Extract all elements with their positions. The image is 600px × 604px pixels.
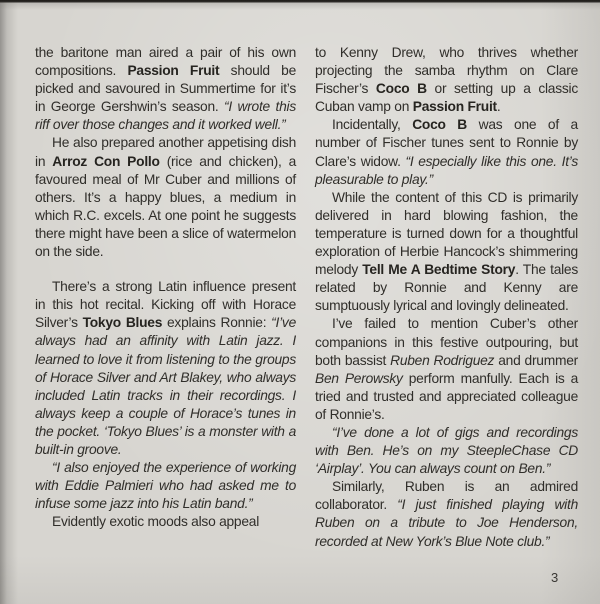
paragraph xyxy=(35,278,296,459)
text-segment-normal: or setting up a classic Cuban vamp on xyxy=(315,81,578,115)
text-segment-bold: Coco B xyxy=(375,81,427,97)
text-segment-normal: and drummer xyxy=(494,352,578,368)
text-segment-italic: “I wrote this riff over those changes and it worked well.” xyxy=(35,99,296,133)
text-segment-normal: I’ve failed to mention Cuber’s other companions in this festive outpouring, but both bassist xyxy=(315,316,578,368)
text-segment-bold: Passion Fruit xyxy=(127,63,220,79)
text-segment-normal: to Kenny Drew, who thrives whether projecting the samba rhythm on Clare Fischer’s xyxy=(315,45,578,97)
text-segment-normal: . xyxy=(496,99,501,115)
text-segment-italic: “I also enjoyed the experience of working with Eddie Palmieri who had asked me to infuse some jazz into his Latin band.” xyxy=(35,460,296,512)
paragraph xyxy=(35,513,296,531)
text-segment-bold: Arroz Con Pollo xyxy=(52,153,160,169)
text-segment-normal: perform manfully. Each is a tried and trusted and appreciated colleague of Ronnie’s. xyxy=(315,370,579,422)
text-segment-normal: was one of a number of Fischer tunes sent to Ronnie by Clare’s widow. xyxy=(315,117,578,169)
left-text-column xyxy=(35,44,296,531)
text-segment-normal: Similarly, Ruben is an admired collaborator. xyxy=(315,479,578,513)
right-text-column xyxy=(315,44,578,551)
text-segment-normal: Evidently exotic moods also appeal xyxy=(52,514,260,530)
paragraph xyxy=(315,478,578,550)
text-segment-italic: “I especially like this one. It’s pleasurable to play.” xyxy=(315,153,578,187)
paragraph xyxy=(315,424,578,478)
paragraph xyxy=(35,44,296,134)
text-segment-italic: “I just finished playing with Ruben on a tribute to Joe Henderson, recorded at New York’s Blue Note club.” xyxy=(315,497,579,549)
text-segment-normal: the baritone man aired a pair of his own compositions. xyxy=(35,45,296,79)
text-segment-bold: Tell Me A Bedtime Story xyxy=(362,262,516,278)
text-segment-bold: Passion Fruit xyxy=(412,99,497,115)
paragraph xyxy=(35,459,296,513)
text-segment-normal: While the content of this CD is primarily delivered in hard blowing fashion, the temperature is turned down for a thoughtful exploration of Herbie Hancock’s shimmering melody xyxy=(315,189,578,278)
text-segment-normal: explains Ronnie: xyxy=(162,315,272,331)
text-segment-normal: (rice and chicken), a favoured meal of Mr Cuber and millions of others. It’s a happy blues, a medium in which R.C. excels. At one point he suggests there might have been a slice of watermelon on the side. xyxy=(35,153,297,260)
paragraph xyxy=(315,315,578,424)
text-segment-italic: Ben Perowsky xyxy=(315,370,403,386)
text-segment-normal: Incidentally, xyxy=(332,117,413,133)
text-segment-normal: He also prepared another appetising dish in xyxy=(35,135,296,169)
text-segment-normal: . The tales related by Ronnie and Kenny are sumptuously lyrical and lovingly delineated. xyxy=(315,262,578,314)
text-segment-normal: There’s a strong Latin influence present in this hot recital. Kicking off with Horace Silver’s xyxy=(35,279,296,331)
text-segment-italic: Ruben Rodriguez xyxy=(390,352,495,368)
text-segment-bold: Coco B xyxy=(412,117,468,133)
page-number: 3 xyxy=(551,570,559,585)
text-segment-normal: should be picked and savoured in Summertime for it’s in George Gershwin’s season. xyxy=(35,63,297,115)
text-segment-italic: “I’ve done a lot of gigs and recordings with Ben. He’s on my SteepleChase CD ‘Airplay’. You can always count on Ben.” xyxy=(315,424,578,477)
text-segment-italic: “I’ve always had an affinity with Latin jazz. I learned to love it from listening to the groups of Horace Silver and Art Blakey, who always included Latin tracks in their recordings. I always keep a couple of Horace’s tunes in the pocket. ‘Tokyo Blues’ is a monster with a built-in groove. xyxy=(35,315,296,457)
paragraph xyxy=(315,189,578,316)
paragraph xyxy=(315,116,578,188)
paragraph xyxy=(315,44,578,116)
paragraph xyxy=(35,134,296,261)
text-segment-bold: Tokyo Blues xyxy=(82,315,163,331)
